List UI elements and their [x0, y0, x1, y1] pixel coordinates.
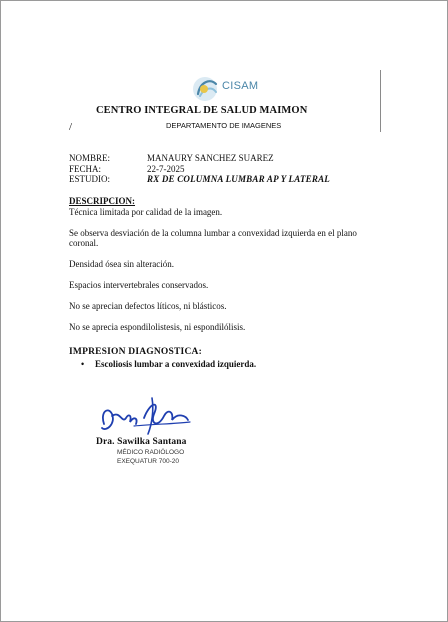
finding-paragraph: Técnica limitada por calidad de la imagen. [69, 206, 223, 217]
signer-exequatur: EXEQUATUR 700-20 [117, 458, 180, 465]
finding-paragraph: No se aprecia espondilolistesis, ni espondilólisis. [69, 322, 246, 332]
text-cursor-mark: / [69, 121, 73, 133]
logo-text: CISAM [222, 80, 259, 92]
finding-paragraph: No se aprecian defectos líticos, ni blásticos. [69, 301, 227, 311]
bullet-icon: • [81, 358, 85, 369]
finding-paragraph: Densidad ósea sin alteración. [69, 259, 174, 269]
finding-paragraph: Espacios intervertebrales conservados. [69, 280, 209, 290]
handwritten-signature-icon [94, 394, 194, 438]
org-title: CENTRO INTEGRAL DE SALUD MAIMON [96, 105, 308, 116]
impression-heading: IMPRESION DIAGNOSTICA: [69, 347, 202, 357]
impression-text: Escoliosis lumbar a convexidad izquierda. [95, 358, 257, 369]
patient-name: MANAURY SANCHEZ SUAREZ [147, 153, 274, 163]
info-label: FECHA: [69, 163, 102, 174]
description-heading: DESCRIPCION: [69, 196, 136, 206]
info-row-study [69, 174, 330, 185]
impression-list [69, 359, 387, 370]
signer-name: Dra. Sawilka Santana [96, 437, 187, 447]
report-body [69, 196, 387, 369]
study-date: 22-7-2025 [147, 163, 185, 174]
patient-info [69, 153, 330, 185]
finding-paragraph: Se observa desviación de la columna lumbar a convexidad izquierda en el plano coronal. [69, 227, 357, 248]
info-label: NOMBRE: [69, 153, 111, 163]
study-name: RX DE COLUMNA LUMBAR AP Y LATERAL [147, 174, 330, 184]
impression-item [81, 359, 387, 370]
header-divider [380, 70, 381, 132]
department-name: DEPARTAMENTO DE IMAGENES [166, 121, 282, 130]
info-row-date [69, 164, 330, 175]
info-label: ESTUDIO: [69, 174, 110, 184]
signer-role: MÉDICO RADIÓLOGO [117, 449, 185, 456]
info-row-name [69, 153, 330, 164]
